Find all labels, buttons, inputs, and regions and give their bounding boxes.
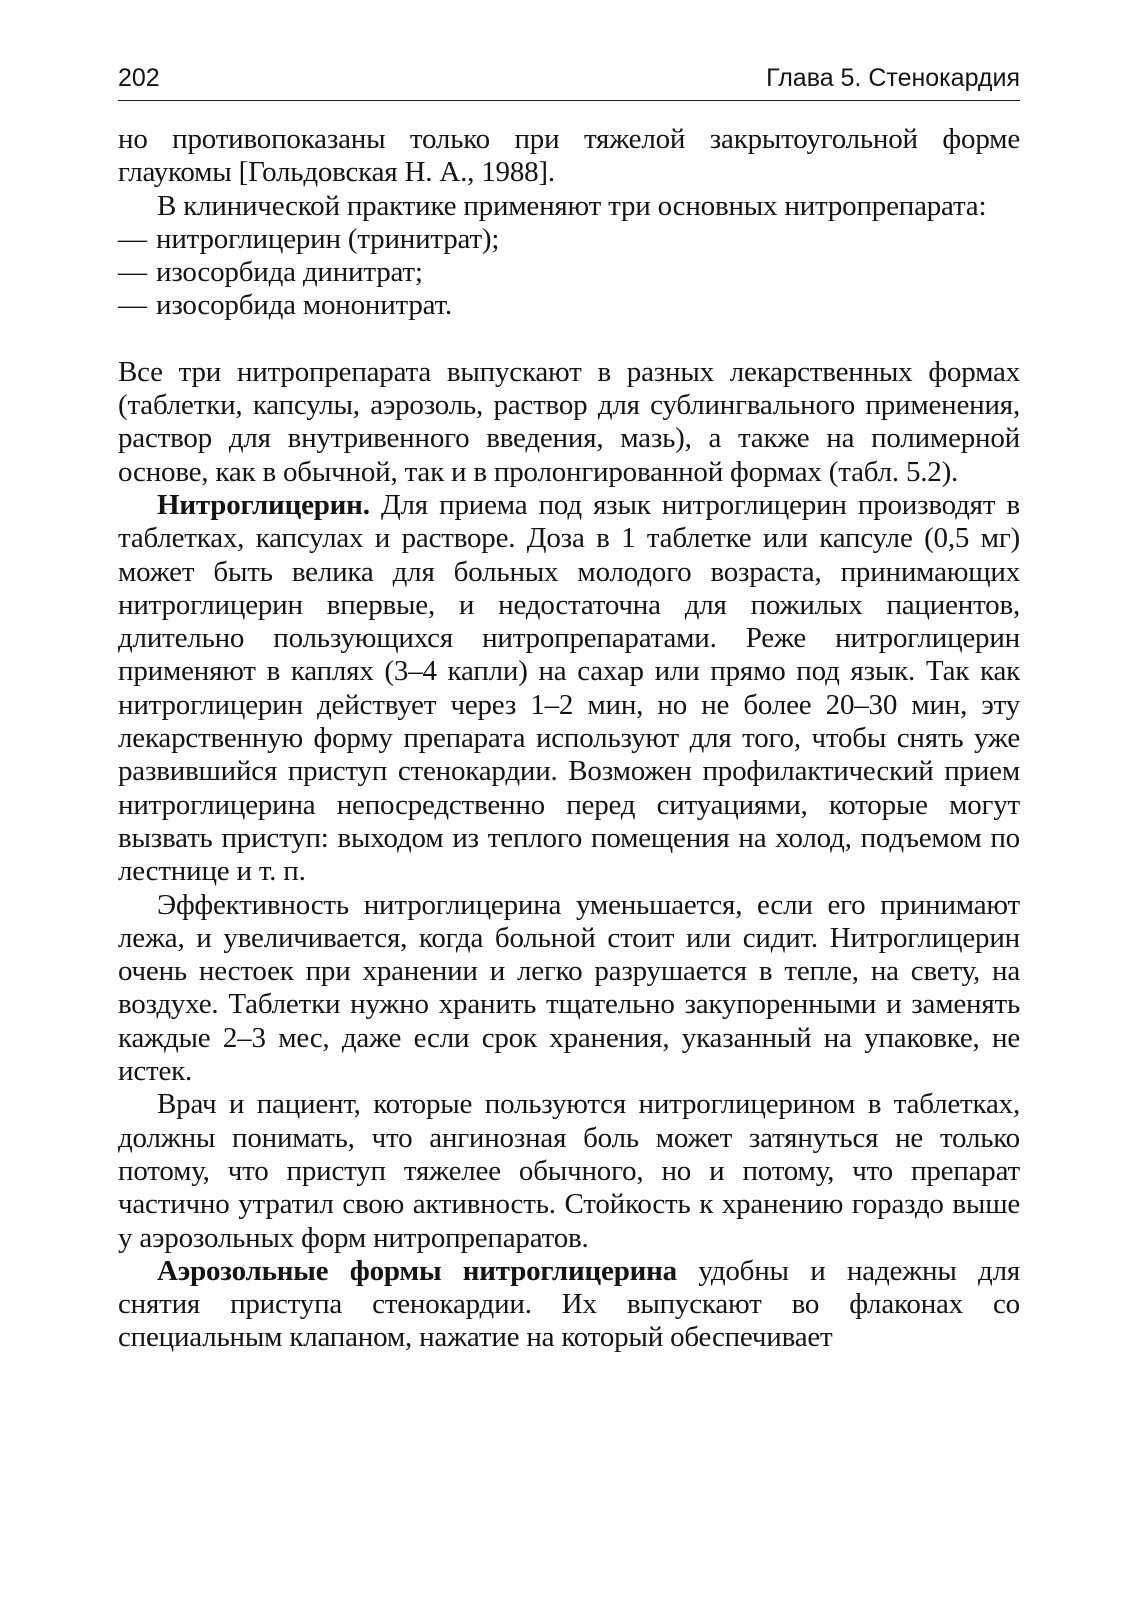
list-dash: — (118, 256, 147, 289)
list-item (118, 223, 1020, 256)
list-item-text: изосорбида динитрат; (156, 256, 423, 289)
paragraph-text: удобны и надежны для снятия приступа стенокардии. Их выпускают во флаконах со специальным клапаном, нажатие на который обеспечивает (118, 1254, 1020, 1354)
drug-list (118, 223, 1020, 323)
paragraph: Врач и пациент, которые пользуются нитроглицерином в таблетках, должны понимать, что ангинозная боль может затянуться не только потому, что приступ тяжелее обычного, но и потому, что препарат частично утратил свою активность. Стойкость к хранению гораздо выше у аэрозольных форм нитропрепаратов. (118, 1088, 1020, 1254)
paragraph (118, 1255, 1020, 1355)
chapter-title: Глава 5. Стенокардия (766, 64, 1020, 92)
paragraph-text: Для приема под язык нитроглицерин производят в таблетках, капсулах и растворе. Доза в 1 таблетке или капсуле (0,5 мг) может быть велика для больных молодого возраста, принимающих нитроглицерин впервые, и недостаточна для пожилых пациентов, длительно пользующихся нитропрепаратами. Реже нитроглицерин применяют в каплях (3–4 капли) на сахар или прямо под язык. Так как нитроглицерин действует через 1–2 мин, но не более 20–30 мин, эту лекарственную форму препарата используют для того, чтобы снять уже развившийся приступ стенокардии. Возможен профилактический прием нитроглицерина непосредственно перед ситуациями, которые могут вызвать приступ: выходом из теплого помещения на холод, подъемом по лестнице и т. п. (118, 488, 1020, 888)
paragraph-lead-term: Нитроглицерин. (157, 488, 370, 521)
list-item (118, 256, 1020, 289)
list-item (118, 289, 1020, 322)
book-page (118, 62, 1020, 1355)
list-item-text: изосорбида мононитрат. (156, 289, 452, 322)
paragraph: В клинической практике применяют три основных нитропрепарата: (157, 189, 987, 222)
body-text (118, 123, 1020, 1355)
list-dash: — (118, 222, 147, 255)
page-number: 202 (118, 64, 160, 92)
paragraph: Все три нитропрепарата выпускают в разных лекарственных формах (таблетки, капсулы, аэрозоль, раствор для сублингвального применения, раствор для внутривенного введения, мазь), а также на полимерной основе, как в обычной, так и в пролонгированной формах (табл. 5.2). (118, 355, 1020, 488)
list-dash: — (118, 289, 147, 322)
paragraph (118, 489, 1020, 889)
running-header (118, 62, 1020, 101)
paragraph: но противопоказаны только при тяжелой закрытоугольной форме глаукомы [Гольдовская Н. А., 1988]. (118, 123, 1020, 189)
paragraph-lead-term: Аэрозольные формы нитроглицерина (157, 1254, 677, 1287)
paragraph: Эффективность нитроглицерина уменьшается, если его принимают лежа, и увеличивается, когда больной стоит или сидит. Нитроглицерин очень нестоек при хранении и легко разрушается в тепле, на свету, на воздухе. Таблетки нужно хранить тщательно закупоренными и заменять каждые 2–3 мес, даже если срок хранения, указанный на упаковке, не истек. (118, 888, 1020, 1088)
list-item-text: нитроглицерин (тринитрат); (156, 222, 500, 255)
